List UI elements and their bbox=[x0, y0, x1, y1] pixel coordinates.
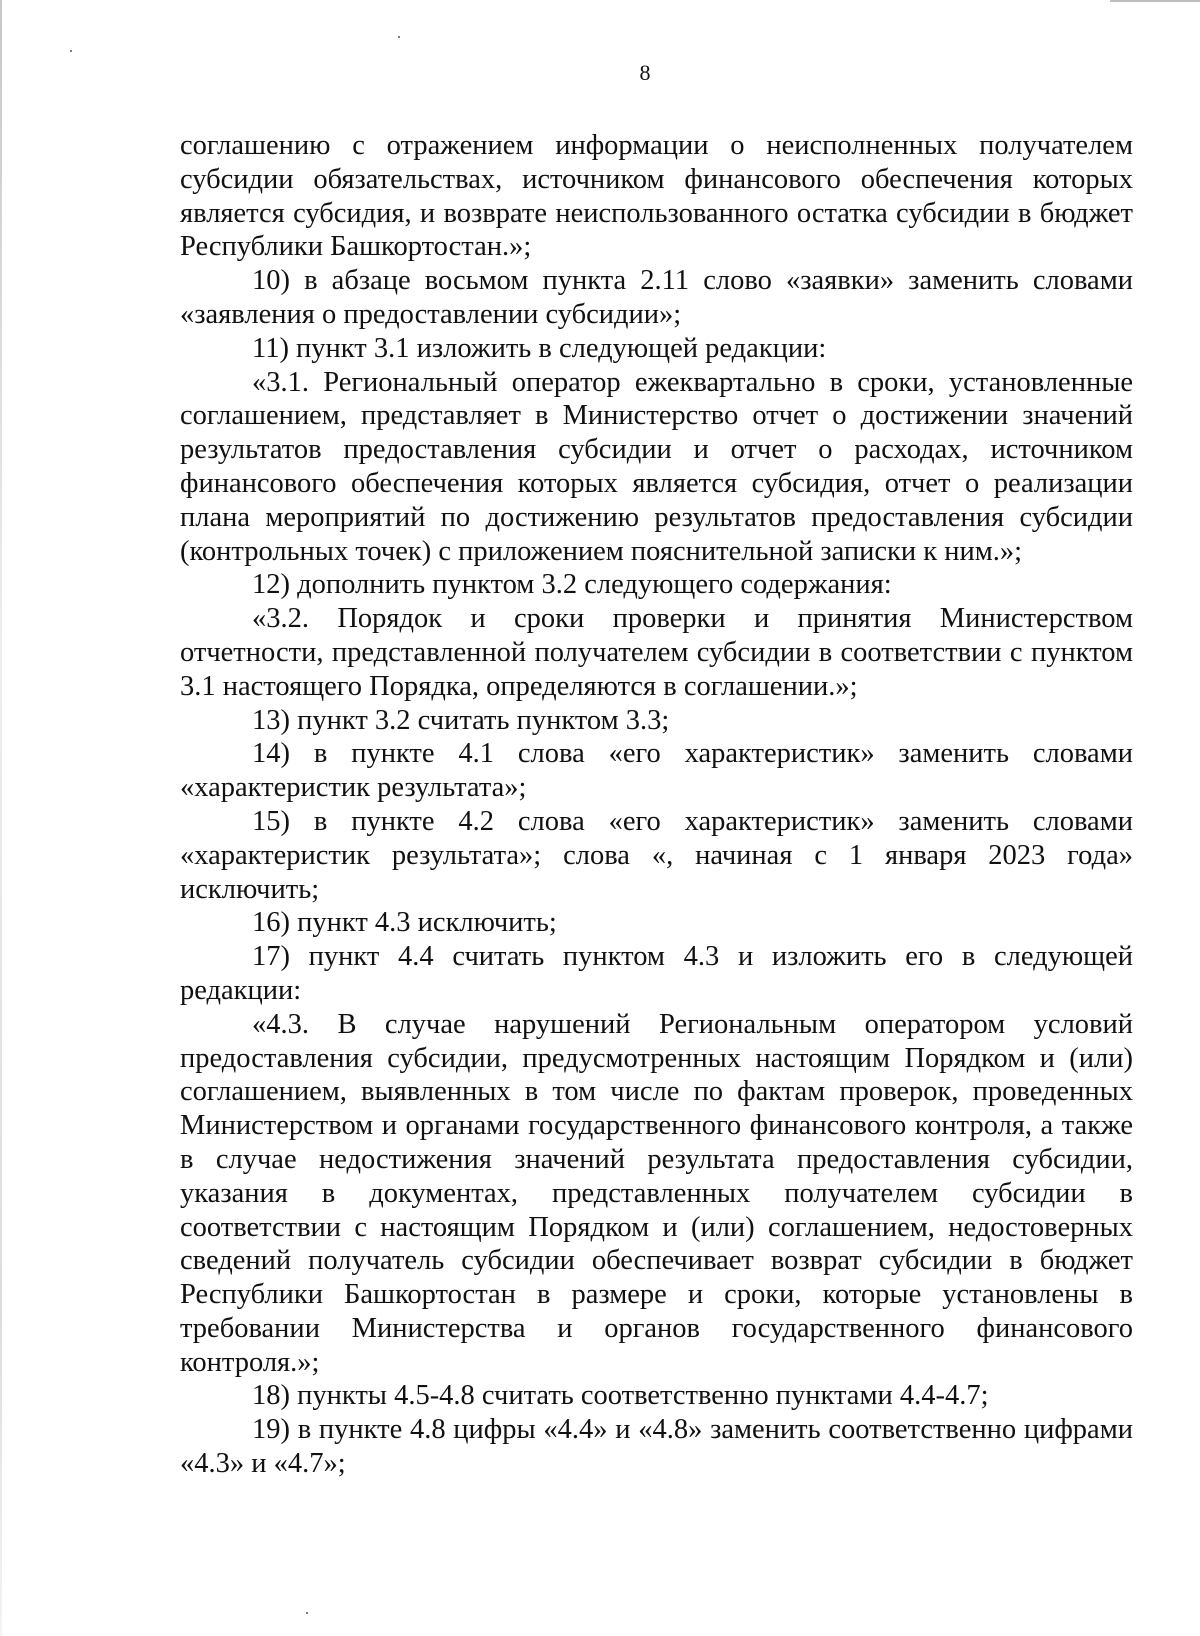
paragraph: 12) дополнить пунктом 3.2 следующего содержания: bbox=[252, 569, 892, 601]
scan-speck bbox=[70, 50, 72, 52]
paragraph: 13) пункт 3.2 считать пунктом 3.3; bbox=[252, 704, 670, 736]
scan-speck bbox=[398, 36, 400, 38]
paragraph: 19) в пункте 4.8 цифры «4.4» и «4.8» заменить соответственно цифрами «4.3» и «4.7»; bbox=[180, 1414, 1133, 1480]
document-body bbox=[180, 129, 1133, 1481]
paragraph: 16) пункт 4.3 исключить; bbox=[252, 907, 557, 939]
paragraph: «3.1. Региональный оператор ежеквартально в сроки, установленные соглашением, представляет в Министерство отчет о достижении значений результатов предоставления субсидии и отчет о расходах, источником финансового обеспечения которых является субсидия, отчет о реализации плана мероприятий по достижению результатов предоставления субсидии (контрольных точек) с приложением пояснительной записки к ним.»; bbox=[180, 366, 1133, 567]
paragraph: 10) в абзаце восьмом пункта 2.11 слово «заявки» заменить словами «заявления о предоставлении субсидии»; bbox=[180, 265, 1133, 330]
paragraph: 18) пункты 4.5-4.8 считать соответственно пунктами 4.4-4.7; bbox=[252, 1380, 989, 1412]
scan-edge-left bbox=[0, 0, 2, 1636]
scan-speck bbox=[306, 1612, 308, 1614]
paragraph: 11) пункт 3.1 изложить в следующей редакции: bbox=[252, 332, 827, 364]
paragraph: 15) в пункте 4.2 слова «его характеристик» заменить словами «характеристик результата»; слова «, начиная с 1 января 2023 года» исключить; bbox=[180, 805, 1133, 905]
paragraph: 14) в пункте 4.1 слова «его характеристик» заменить словами «характеристик результата»; bbox=[180, 738, 1133, 804]
scan-edge-top bbox=[1110, 0, 1200, 2]
page-number: 8 bbox=[639, 60, 651, 85]
paragraph: 17) пункт 4.4 считать пунктом 4.3 и изложить его в следующей редакции: bbox=[180, 941, 1133, 1006]
paragraph: «3.2. Порядок и сроки проверки и принятия Министерством отчетности, представленной получателем субсидии в соответствии с пунктом 3.1 настоящего Порядка, определяются в соглашении.»; bbox=[180, 603, 1133, 702]
paragraph: «4.3. В случае нарушений Региональным оператором условий предоставления субсидии, предусмотренных настоящим Порядком и (или) соглашением, выявленных в том числе по фактам проверок, проведенных Министерством и органами государственного финансового контроля, а также в случае недостижения значений результата предоставления субсидии, указания в документах, представленных получателем субсидии в соответствии с настоящим Порядком и (или) соглашением, недостоверных сведений получатель субсидии обеспечивает возврат субсидии в бюджет Республики Башкортостан в размере и сроки, которые установлены в требовании Министерства и органов государственного финансового контроля.»; bbox=[180, 1008, 1133, 1378]
paragraph: соглашению с отражением информации о неисполненных получателем субсидии обязательствах, источником финансового обеспечения которых является субсидия, и возврате неиспользованного остатка субсидии в бюджет Республики Башкортостан.»; bbox=[180, 130, 1133, 263]
